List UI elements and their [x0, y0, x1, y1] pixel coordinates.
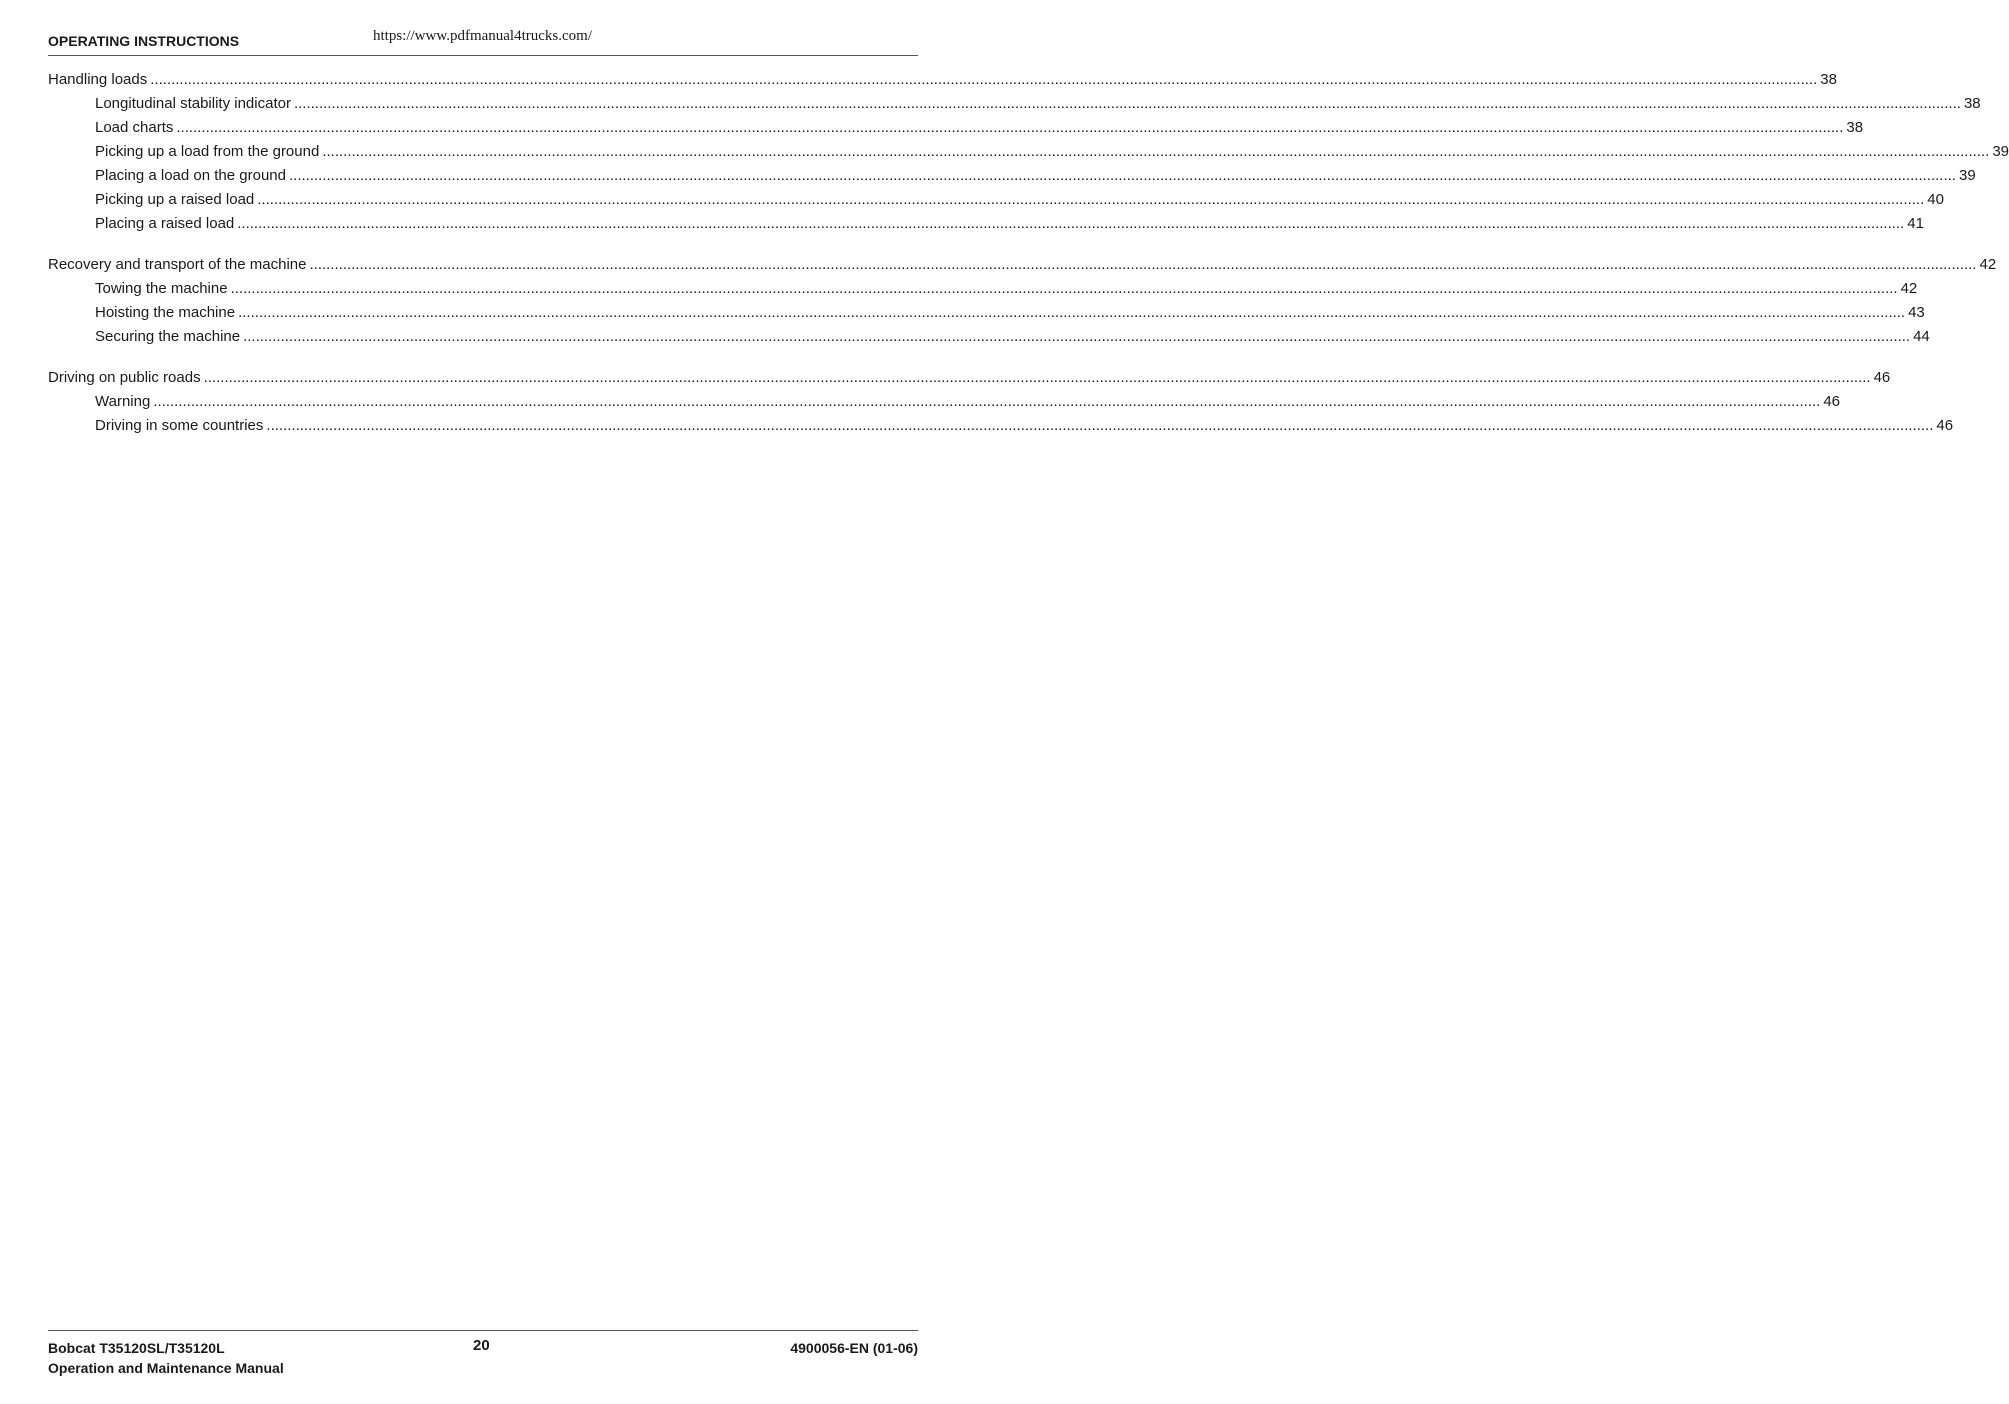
toc-sub-entry[interactable]	[48, 92, 1981, 116]
footer-manual-name: Operation and Maintenance Manual	[48, 1360, 284, 1376]
dot-leader: ................................................................................................................................................................................................................................................................................................................................................................................................................	[293, 95, 1961, 112]
toc-entry-page: 40	[1927, 191, 1944, 208]
footer-divider	[48, 1330, 918, 1331]
section-title: OPERATING INSTRUCTIONS	[48, 33, 240, 49]
toc-entry-title: Picking up a raised load	[95, 191, 255, 208]
dot-leader: ................................................................................................................................................................................................................................................................................................................................................................................................................	[238, 304, 1906, 321]
toc-entry-page: 46	[1873, 369, 1891, 386]
footer-model: Bobcat T35120SL/T35120L	[48, 1340, 225, 1356]
toc-entry-page: 41	[1907, 215, 1924, 232]
toc-entry-page: 39	[1958, 167, 1976, 184]
document-code: 4900056-EN (01-06)	[790, 1340, 918, 1356]
toc-entry-title: Placing a raised load	[95, 215, 235, 232]
toc-main-entry[interactable]	[48, 366, 1891, 390]
toc-main-entry[interactable]	[48, 253, 1997, 277]
footer-document-info	[48, 1338, 284, 1378]
toc-sub-entry[interactable]	[48, 164, 1976, 188]
dot-leader: ................................................................................................................................................................................................................................................................................................................................................................................................................	[150, 71, 1818, 88]
toc-main-entry[interactable]	[48, 68, 1837, 92]
dot-leader: ................................................................................................................................................................................................................................................................................................................................................................................................................	[288, 167, 1956, 184]
toc-sub-entry[interactable]	[48, 140, 2009, 164]
toc-entry-title: Hoisting the machine	[95, 304, 236, 321]
toc-entry-page: 39	[1992, 143, 2009, 160]
dot-leader: ................................................................................................................................................................................................................................................................................................................................................................................................................	[203, 369, 1871, 386]
dot-leader: ................................................................................................................................................................................................................................................................................................................................................................................................................	[257, 191, 1925, 208]
toc-entry-title: Handling loads	[48, 71, 148, 88]
toc-sub-entry[interactable]	[48, 414, 1954, 438]
dot-leader: ................................................................................................................................................................................................................................................................................................................................................................................................................	[230, 280, 1898, 297]
toc-entry-page: 38	[1846, 119, 1864, 136]
toc-entry-title: Towing the machine	[95, 280, 228, 297]
toc-sub-entry[interactable]	[48, 277, 1918, 301]
dot-leader: ................................................................................................................................................................................................................................................................................................................................................................................................................	[153, 393, 1821, 410]
page-number: 20	[473, 1337, 490, 1354]
toc-sub-entry[interactable]	[48, 188, 1944, 212]
toc-entry-title: Securing the machine	[95, 328, 241, 345]
dot-leader: ................................................................................................................................................................................................................................................................................................................................................................................................................	[237, 215, 1905, 232]
table-of-contents	[48, 68, 2009, 455]
toc-sub-entry[interactable]	[48, 301, 1925, 325]
toc-section	[48, 253, 1997, 349]
toc-entry-page: 38	[1820, 71, 1837, 88]
dot-leader: ................................................................................................................................................................................................................................................................................................................................................................................................................	[176, 119, 1844, 136]
toc-entry-page: 42	[1979, 256, 1997, 273]
toc-entry-title: Driving on public roads	[48, 369, 201, 386]
header-divider	[48, 55, 918, 56]
toc-entry-title: Placing a load on the ground	[95, 167, 286, 184]
dot-leader: ................................................................................................................................................................................................................................................................................................................................................................................................................	[309, 256, 1977, 273]
toc-section	[48, 366, 1954, 438]
toc-entry-page: 46	[1823, 393, 1840, 410]
toc-entry-page: 46	[1936, 417, 1954, 434]
toc-entry-title: Picking up a load from the ground	[95, 143, 320, 160]
toc-sub-entry[interactable]	[48, 116, 1864, 140]
toc-section	[48, 68, 2009, 236]
toc-entry-title: Warning	[95, 393, 151, 410]
toc-entry-title: Recovery and transport of the machine	[48, 256, 307, 273]
dot-leader: ................................................................................................................................................................................................................................................................................................................................................................................................................	[266, 417, 1934, 434]
toc-sub-entry[interactable]	[48, 212, 1924, 236]
toc-entry-page: 44	[1913, 328, 1930, 345]
toc-entry-title: Longitudinal stability indicator	[95, 95, 291, 112]
dot-leader: ................................................................................................................................................................................................................................................................................................................................................................................................................	[322, 143, 1990, 160]
toc-entry-page: 42	[1900, 280, 1918, 297]
source-url[interactable]: https://www.pdfmanual4trucks.com/	[373, 28, 592, 44]
toc-entry-page: 38	[1963, 95, 1981, 112]
dot-leader: ................................................................................................................................................................................................................................................................................................................................................................................................................	[243, 328, 1911, 345]
toc-entry-page: 43	[1908, 304, 1925, 321]
toc-sub-entry[interactable]	[48, 390, 1840, 414]
toc-entry-title: Load charts	[95, 119, 174, 136]
toc-entry-title: Driving in some countries	[95, 417, 264, 434]
toc-sub-entry[interactable]	[48, 325, 1930, 349]
